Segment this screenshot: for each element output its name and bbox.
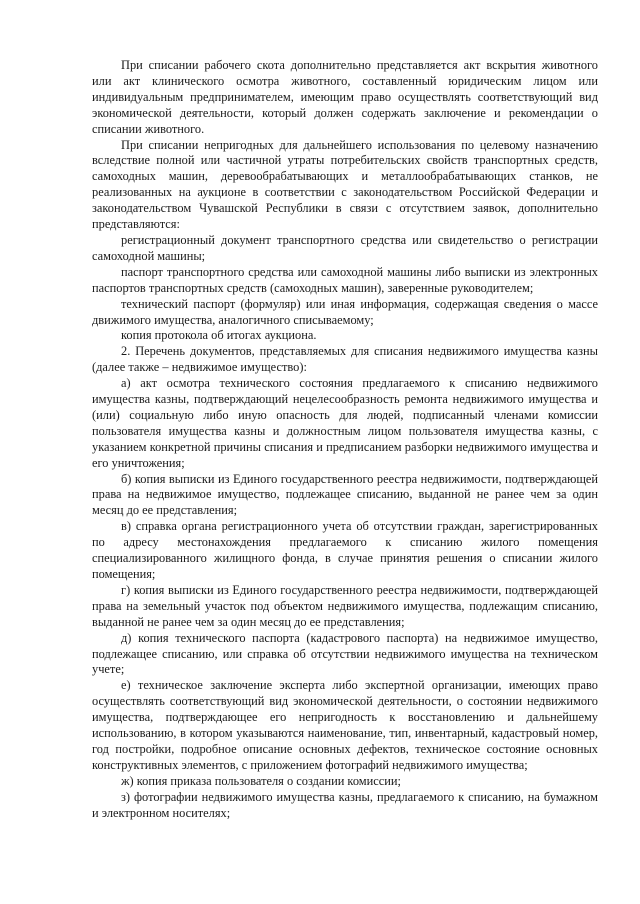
- section-2-heading: 2. Перечень документов, представляемых для списания недвижимого имущества казны (далее также – недвижимое имущество):: [92, 344, 598, 375]
- paragraph-vehicles-writeoff: При списании непригодных для дальнейшего использования по целевому назначению вследствие полной или частичной утраты потребительских свойств транспортных средств, самоходных машин, деревообрабатывающих и металлообрабатывающих станков, не реализованных на аукционе в соответствии с законодательством Российской Федерации и законодательством Чувашской Республики в связи с отсутствием заявок, дополнительно представляются:: [92, 137, 598, 232]
- list-item-e: е) техническое заключение эксперта либо экспертной организации, имеющих право осуществлять соответствующий вид экономической деятельности, о состоянии недвижимого имущества, подтверждающее его непригодность к восстановлению и дальнейшему использованию, в котором указываются наименование, тип, инвентарный, кадастровый номер, год постройки, подробное описание основных дефектов, техническое состояние основных конструктивных элементов, с приложением фотографий недвижимого имущества;: [92, 678, 598, 772]
- list-item-technical-passport: технический паспорт (формуляр) или иная информация, содержащая сведения о массе движимого имущества, аналогичного списываемому;: [92, 296, 598, 327]
- list-item-v: в) справка органа регистрационного учета об отсутствии граждан, зарегистрированных по адресу местонахождения предлагаемого к списанию жилого помещения специализированного жилищного фонда, в случае принятия решения о списании жилого помещения;: [92, 519, 598, 581]
- list-item-vehicle-passport: паспорт транспортного средства или самоходной машины либо выписки из электронных паспортов транспортных средств (самоходных машин), заверенные руководителем;: [92, 264, 598, 295]
- list-item-auction-protocol: копия протокола об итогах аукциона.: [121, 328, 317, 343]
- list-item-d: д) копия технического паспорта (кадастрового паспорта) на недвижимое имущество, подлежащее списанию, или справка об отсутствии недвижимого имущества на техническом учете;: [92, 630, 598, 677]
- list-item-a: а) акт осмотра технического состояния предлагаемого к списанию недвижимого имущества казны, подтверждающий нецелесообразность ремонта недвижимого имущества и (или) социальную либо иную опасность для людей, подписанный членами комиссии пользователя имущества казны и должностным лицом пользователя имущества казны, с указанием конкретной причины списания и предписанием разборки недвижимого имущества и его уничтожения;: [92, 376, 598, 470]
- list-item-z: з) фотографии недвижимого имущества казны, предлагаемого к списанию, на бумажном и электронном носителях;: [92, 789, 598, 820]
- document-page: [92, 58, 598, 822]
- list-item-b: б) копия выписки из Единого государственного реестра недвижимости, подтверждающей права на недвижимое имущество, подлежащее списанию, выданной не ранее чем за один месяц до ее представления;: [92, 471, 598, 518]
- list-item-registration-document: регистрационный документ транспортного средства или свидетельство о регистрации самоходной машины;: [92, 232, 598, 263]
- paragraph-livestock-writeoff: При списании рабочего скота дополнительно представляется акт вскрытия животного или акт клинического осмотра животного, составленный юридическим лицом или индивидуальным предпринимателем, имеющим право осуществлять соответствующий вид экономической деятельности, который должен содержать заключение и рекомендации о списании животного.: [92, 58, 598, 136]
- list-item-g: г) копия выписки из Единого государственного реестра недвижимости, подтверждающей права на земельный участок под объектом недвижимого имущества, подлежащим списанию, выданной не ранее чем за один месяц до ее представления;: [92, 582, 598, 629]
- list-item-zh: ж) копия приказа пользователя о создании комиссии;: [121, 773, 401, 788]
